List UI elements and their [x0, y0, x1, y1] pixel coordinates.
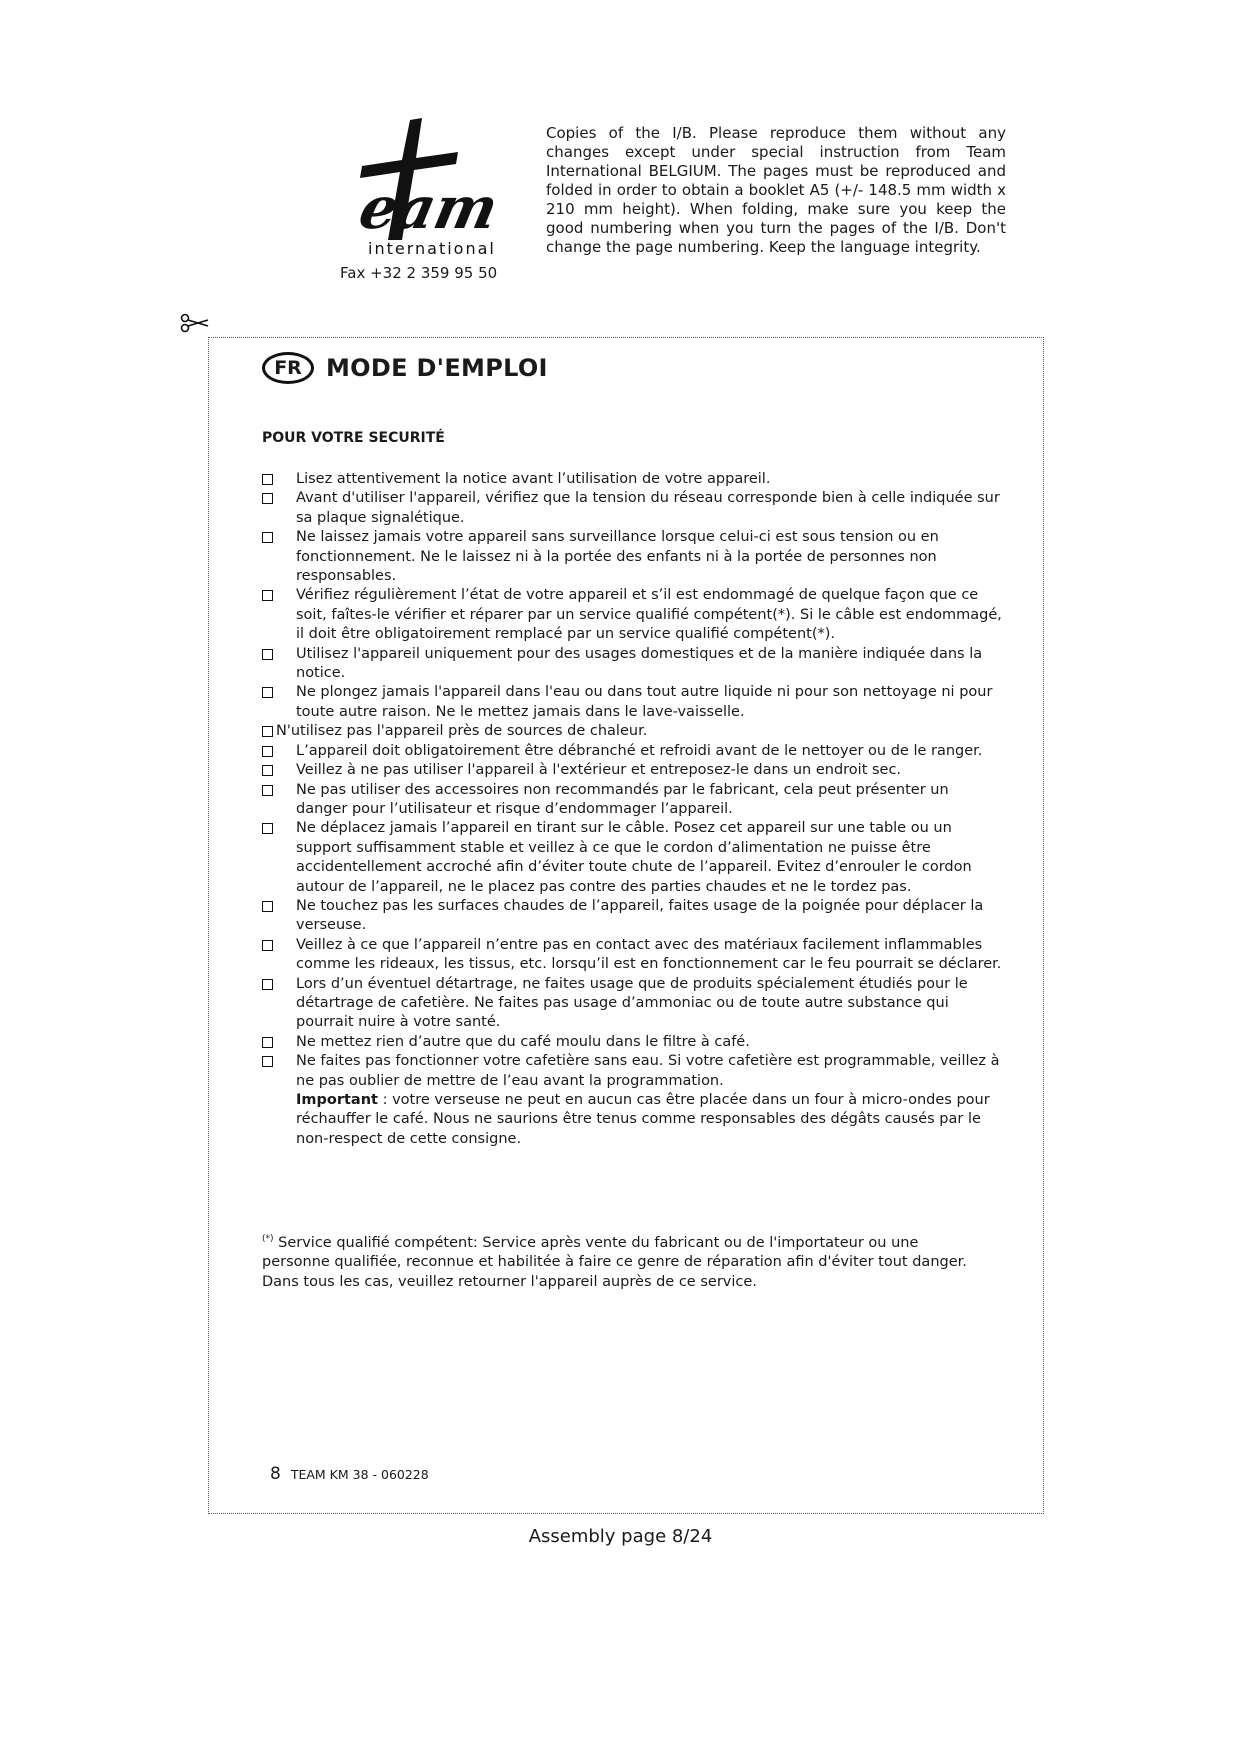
page-number: 8: [270, 1464, 281, 1484]
reproduction-instructions: Copies of the I/B. Please reproduce them without any changes except under special instruction from Team International BELGIUM. The pages must be reproduced and folded in order to obtain a booklet A5 (+/- 148.5 mm width x 210 mm height). When folding, make sure you keep the good numbering when you turn the pages of the I/B. Don't change the page numbering. Keep the language integrity.: [546, 124, 1006, 256]
list-item: Ne déplacez jamais l’appareil en tirant sur le câble. Posez cet appareil sur une table ou un support suffisamment stable et veillez à ce que le cordon d’alimentation ne puisse être accidentellement accroché afin d’éviter toute chute de l’appareil. Evitez d’enrouler le cordon autour de l’appareil, ne le placez pas contre des parties chaudes et ne le tordez pas.: [262, 819, 1002, 897]
svg-text:eam: eam: [353, 173, 505, 242]
booklet-footer: [270, 1464, 429, 1484]
list-item: N'utilisez pas l'appareil près de sources de chaleur.: [262, 722, 1002, 741]
svg-text:international: international: [368, 239, 496, 258]
checkbox-icon: [262, 493, 273, 504]
list-item: Ne plongez jamais l'appareil dans l'eau ou dans tout autre liquide ni pour son nettoyage ni pour toute autre raison. Ne le mettez jamais dans le lave-vaisselle.: [262, 683, 1002, 722]
language-badge: FR: [262, 352, 314, 384]
list-item: Lors d’un éventuel détartrage, ne faites usage que de produits spécialement étudiés pour le détartrage de cafetière. Ne faites pas usage d’ammoniac ou de toute autre substance qui pourrait nuire à votre santé.: [262, 975, 1002, 1033]
checkbox-icon: [262, 726, 273, 737]
model-reference: TEAM KM 38 - 060228: [290, 1467, 429, 1482]
list-item: L’appareil doit obligatoirement être débranché et refroidi avant de le nettoyer ou de le ranger.: [262, 742, 1002, 761]
important-note: [296, 1091, 1002, 1149]
list-item: Lisez attentivement la notice avant l’utilisation de votre appareil.: [262, 470, 1002, 489]
footnote-text: Service qualifié compétent: Service après vente du fabricant ou de l'importateur ou une personne qualifiée, reconnue et habilitée à faire ce genre de réparation afin d'éviter tout danger. Dans tous les cas, veuillez retourner l'appareil auprès de ce service.: [262, 1234, 967, 1290]
checkbox-icon: [262, 1056, 273, 1067]
checkbox-icon: [262, 532, 273, 543]
list-item: Veillez à ne pas utiliser l'appareil à l'extérieur et entreposez-le dans un endroit sec.: [262, 761, 1002, 780]
list-item: Ne mettez rien d’autre que du café moulu dans le filtre à café.: [262, 1033, 1002, 1052]
safety-list: [262, 470, 1002, 1149]
checkbox-icon: [262, 940, 273, 951]
scissors-icon: [180, 312, 210, 334]
checkbox-icon: [262, 1037, 273, 1048]
team-international-logo: [340, 118, 516, 258]
checkbox-icon: [262, 649, 273, 660]
list-item: Ne laissez jamais votre appareil sans surveillance lorsque celui-ci est sous tension ou en fonctionnement. Ne le laissez ni à la portée des enfants ni à la portée de personnes non responsables.: [262, 528, 1002, 586]
assembly-page-label: Assembly page 8/24: [528, 1526, 713, 1547]
checkbox-icon: [262, 746, 273, 757]
section-title: POUR VOTRE SECURITÉ: [262, 430, 445, 446]
checkbox-icon: [262, 901, 273, 912]
fax-number: Fax +32 2 359 95 50: [340, 264, 498, 282]
service-footnote: [262, 1230, 982, 1292]
checkbox-icon: [262, 823, 273, 834]
language-header: [262, 352, 548, 384]
important-label: Important: [296, 1092, 378, 1108]
checkbox-icon: [262, 590, 273, 601]
list-item: Veillez à ce que l’appareil n’entre pas en contact avec des matériaux facilement inflammables comme les rideaux, les tissus, etc. lorsqu’il est en fonctionnement car le feu pourrait se déclarer.: [262, 936, 1002, 975]
list-item: Ne touchez pas les surfaces chaudes de l’appareil, faites usage de la poignée pour déplacer la verseuse.: [262, 897, 1002, 936]
footnote-mark: (*): [262, 1234, 274, 1244]
important-text: : votre verseuse ne peut en aucun cas être placée dans un four à micro-ondes pour réchauffer le café. Nous ne saurions être tenus comme responsables des dégâts causés par le non-respect de cette consigne.: [296, 1092, 990, 1147]
checkbox-icon: [262, 765, 273, 776]
checkbox-icon: [262, 474, 273, 485]
checkbox-icon: [262, 687, 273, 698]
list-item: Ne pas utiliser des accessoires non recommandés par le fabricant, cela peut présenter un danger pour l’utilisateur et risque d’endommager l’appareil.: [262, 781, 1002, 820]
checkbox-icon: [262, 785, 273, 796]
list-item: Vérifiez régulièrement l’état de votre appareil et s’il est endommagé de quelque façon que ce soit, faîtes-le vérifier et réparer par un service qualifié compétent(*). Si le câble est endommagé, il doit être obligatoirement remplacé par un service qualifié compétent(*).: [262, 586, 1002, 644]
list-item: Utilisez l'appareil uniquement pour des usages domestiques et de la manière indiquée dans la notice.: [262, 645, 1002, 684]
list-item: Ne faites pas fonctionner votre cafetière sans eau. Si votre cafetière est programmable, veillez à ne pas oublier de mettre de l’eau avant la programmation. Important : votre verseuse ne peut en aucun cas être placée dans un four à micro-ondes pour réchauffer le café. Nous ne saurions être tenus comme responsables des dégâts causés par le non-respect de cette consigne.: [262, 1052, 1002, 1149]
list-item: Avant d'utiliser l'appareil, vérifiez que la tension du réseau corresponde bien à celle indiquée sur sa plaque signalétique.: [262, 489, 1002, 528]
checkbox-icon: [262, 979, 273, 990]
page-title: MODE D'EMPLOI: [326, 354, 548, 382]
